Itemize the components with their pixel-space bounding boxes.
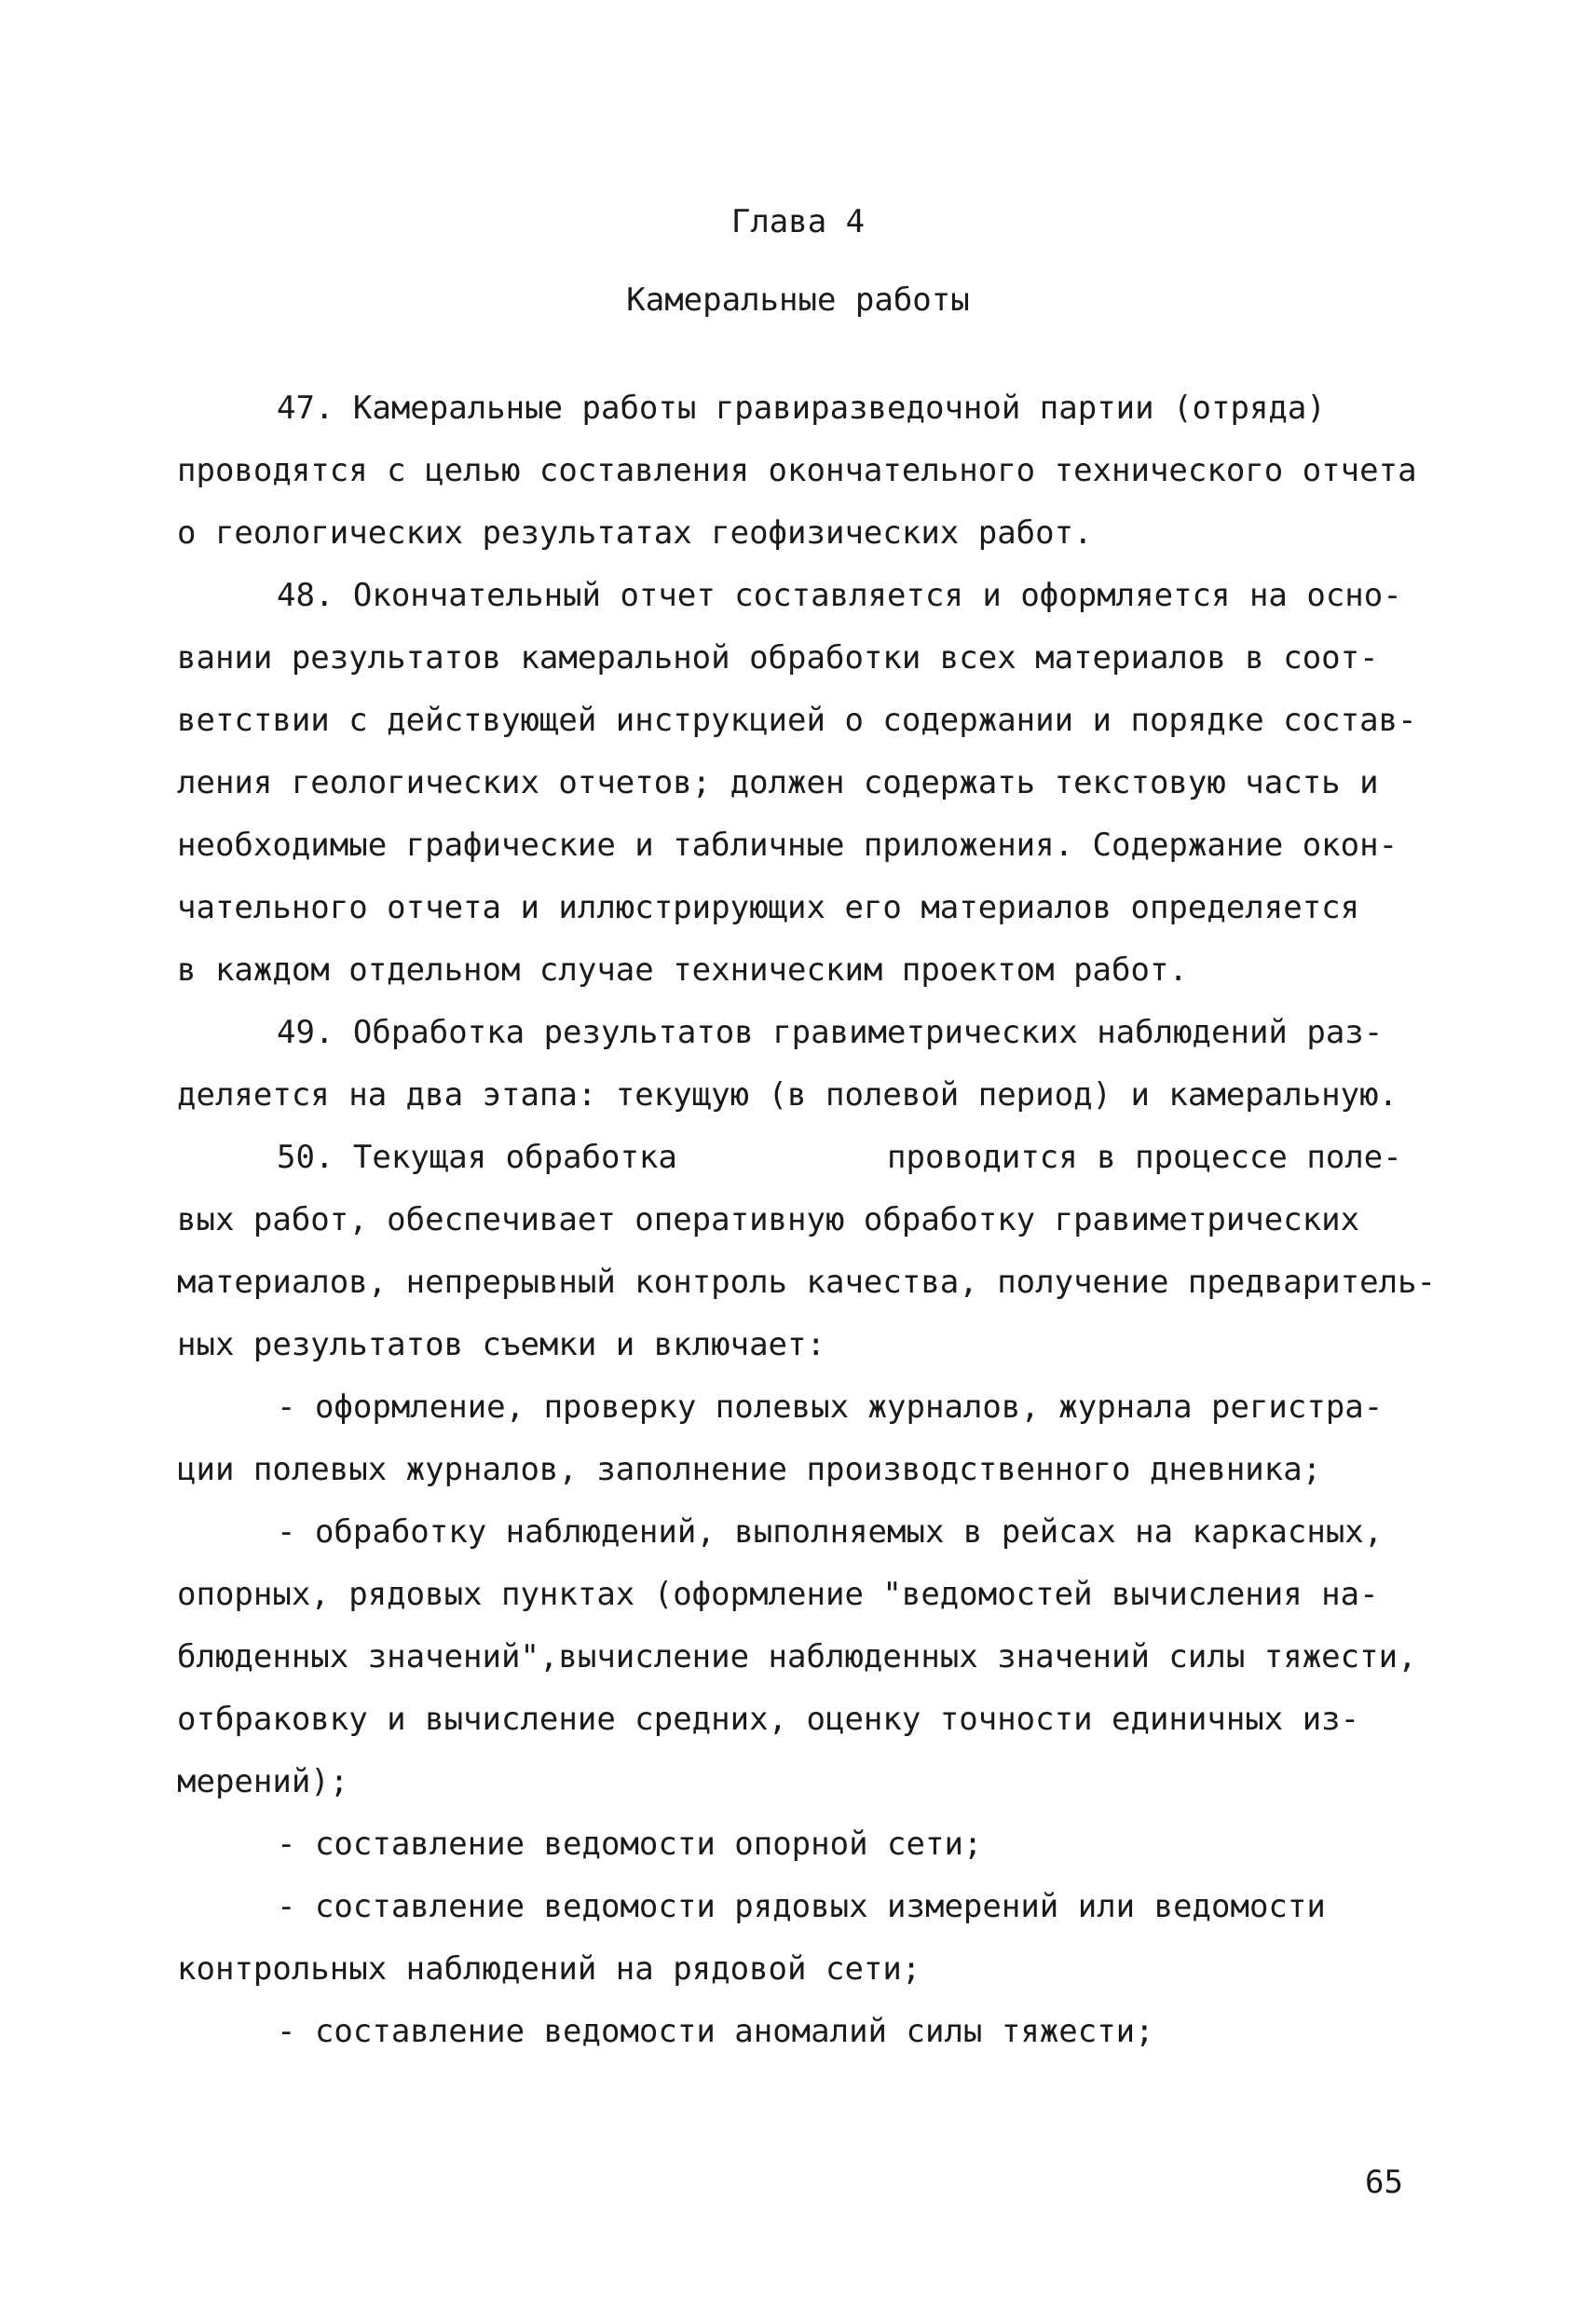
paragraph-48-line-2: вании результатов камеральной обработки всех материалов в соот- — [177, 639, 1379, 677]
paragraph-48-line-3: ветствии с действующей инструкцией о содержании и порядке состав- — [177, 702, 1417, 739]
paragraph-48-line-7: в каждом отдельном случае техническим проектом работ. — [177, 951, 1188, 989]
paragraph-49-line-1: 49. Обработка результатов гравиметрических наблюдений раз- — [277, 1014, 1384, 1051]
chapter-number: Глава 4 — [730, 203, 866, 240]
paragraph-49-line-2: деляется на два этапа: текущую (в полевой период) и камеральную. — [177, 1076, 1398, 1114]
paragraph-50-line-3: материалов, непрерывный контроль качества, получение предваритель- — [177, 1264, 1437, 1301]
paragraph-50-line-1: 50. Текущая обработка проводится в процессе поле- — [277, 1139, 1402, 1176]
paragraph-47-line-2: проводятся с целью составления окончательного технического отчета — [177, 452, 1417, 489]
paragraph-48-line-6: чательного отчета и иллюстрирующих его материалов определяется — [177, 889, 1360, 926]
paragraph-48-line-4: ления геологических отчетов; должен содержать текстовую часть и — [177, 764, 1379, 801]
list-item-2-line-2: опорных, рядовых пунктах (оформление "ведомостей вычисления на- — [177, 1576, 1379, 1613]
chapter-title: Камеральные работы — [626, 281, 970, 319]
list-item-2-line-1: - обработку наблюдений, выполняемых в рейсах на каркасных, — [277, 1513, 1384, 1551]
list-item-2-line-5: мерений); — [177, 1763, 349, 1800]
list-item-4-line-1: - составление ведомости рядовых измерений или ведомости — [277, 1888, 1326, 1925]
paragraph-47-line-3: о геологических результатах геофизических работ. — [177, 514, 1093, 552]
list-item-3: - составление ведомости опорной сети; — [277, 1826, 983, 1863]
list-item-1-line-2: ции полевых журналов, заполнение производственного дневника; — [177, 1451, 1322, 1488]
list-item-1-line-1: - оформление, проверку полевых журналов, журнала регистра- — [277, 1388, 1384, 1426]
page-number: 65 — [1365, 2164, 1403, 2201]
list-item-5: - составление ведомости аномалий силы тяжести; — [277, 2013, 1154, 2050]
paragraph-50-line-2: вых работ, обеспечивает оперативную обработку гравиметрических — [177, 1201, 1360, 1238]
list-item-2-line-3: блюденных значений",вычисление наблюденных значений силы тяжести, — [177, 1638, 1417, 1675]
paragraph-50-line-4: ных результатов съемки и включает: — [177, 1326, 825, 1363]
paragraph-48-line-5: необходимые графические и табличные приложения. Содержание окон- — [177, 827, 1398, 864]
list-item-4-line-2: контрольных наблюдений на рядовой сети; — [177, 1950, 921, 1988]
paragraph-47-line-1: 47. Камеральные работы гравиразведочной партии (отряда) — [277, 390, 1326, 427]
list-item-2-line-4: отбраковку и вычисление средних, оценку точности единичных из- — [177, 1701, 1360, 1738]
paragraph-48-line-1: 48. Окончательный отчет составляется и оформляется на осно- — [277, 577, 1402, 614]
